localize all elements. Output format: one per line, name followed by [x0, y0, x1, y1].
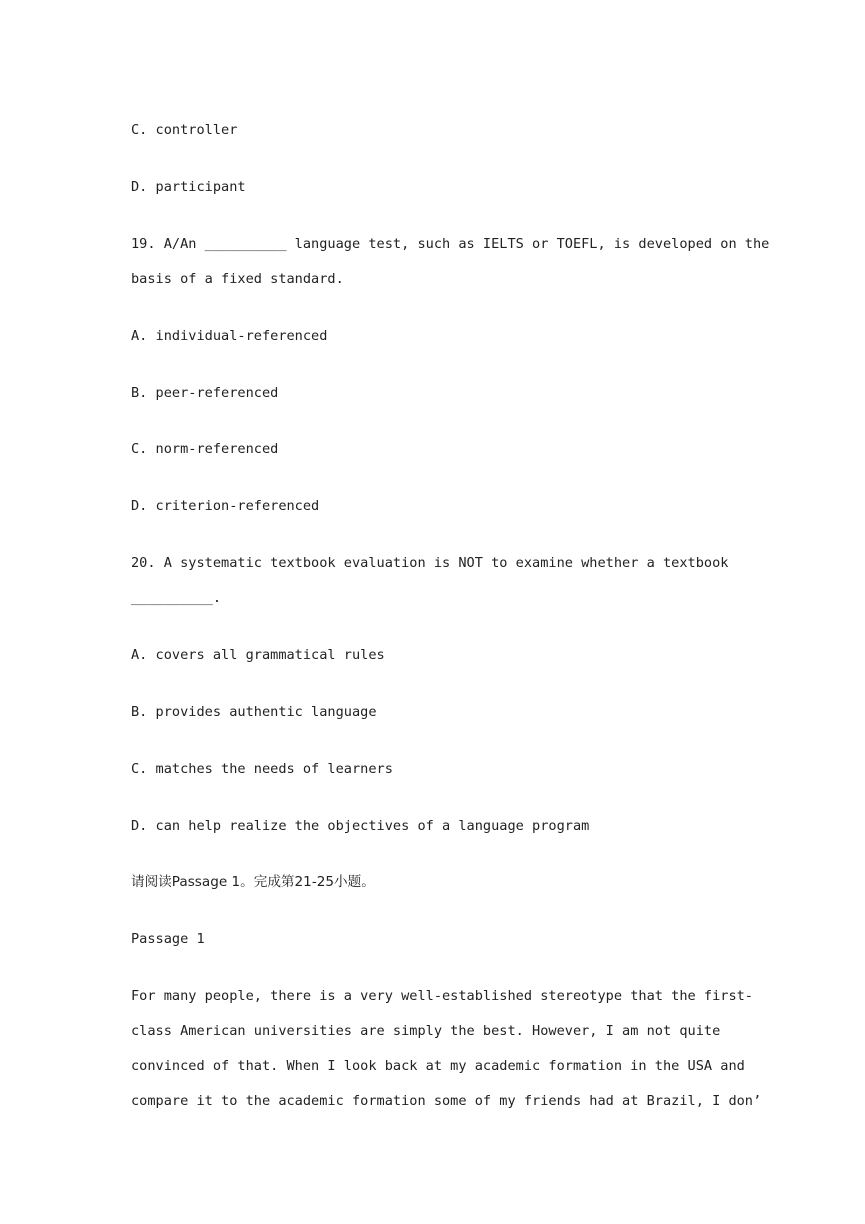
q20-option-b: B. provides authentic language: [131, 704, 377, 720]
passage-line: convinced of that. When I look back at my academic formation in the USA and: [131, 1058, 745, 1074]
q20-option-d: D. can help realize the objectives of a language program: [131, 818, 590, 834]
q19-option-a: A. individual-referenced: [131, 328, 328, 344]
q20-stem-line-1: 20. A systematic textbook evaluation is NOT to examine whether a textbook: [131, 555, 729, 571]
q19-stem-line-2: basis of a fixed standard.: [131, 271, 344, 287]
passage-line: class American universities are simply the best. However, I am not quite: [131, 1023, 721, 1039]
q18-option-c: C. controller: [131, 122, 238, 138]
q20-option-a: A. covers all grammatical rules: [131, 647, 385, 663]
q19-option-b: B. peer-referenced: [131, 385, 279, 401]
passage-title: Passage 1: [131, 931, 205, 947]
passage-line: compare it to the academic formation some of my friends had at Brazil, I don’: [131, 1093, 762, 1109]
q18-option-d: D. participant: [131, 179, 246, 195]
q19-option-d: D. criterion-referenced: [131, 498, 320, 514]
q20-stem-line-2: __________.: [131, 590, 222, 606]
passage-line: For many people, there is a very well-established stereotype that the first-: [131, 988, 753, 1004]
q19-stem-line-1: 19. A/An __________ language test, such as IELTS or TOEFL, is developed on the: [131, 236, 770, 252]
q20-option-c: C. matches the needs of learners: [131, 761, 393, 777]
q19-option-c: C. norm-referenced: [131, 441, 279, 457]
reading-instruction: 请阅读Passage 1。完成第21-25小题。: [131, 874, 375, 890]
